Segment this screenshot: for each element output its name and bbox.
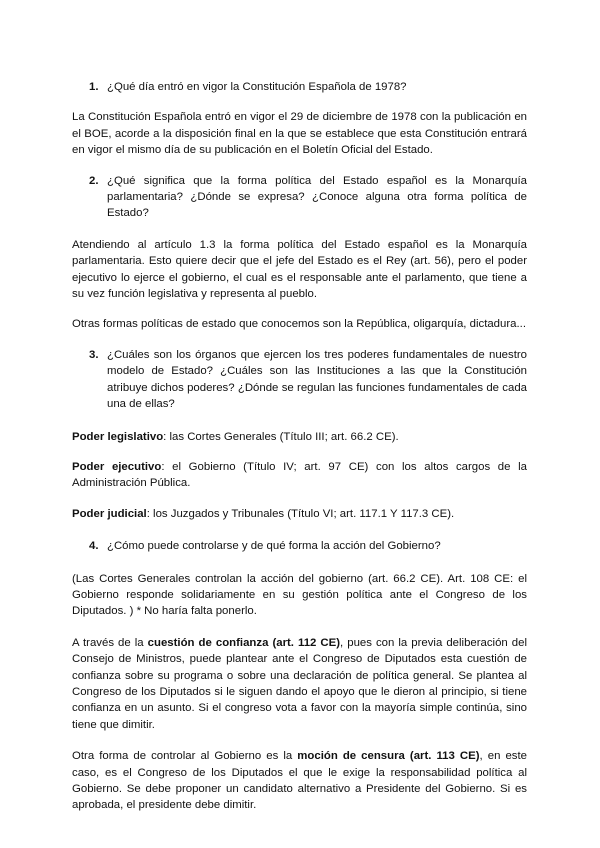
- question-number: 4.: [89, 540, 99, 553]
- question-text: ¿Qué significa que la forma política del Estado español es la Monarquía parlamentaria? ¿Dónde se expresa? ¿Conoce alguna otra forma política de Estado?: [107, 174, 527, 220]
- question-number: 3.: [89, 348, 99, 361]
- answer-4-paragraph-3: [72, 748, 527, 814]
- poder-ejecutivo-label: Poder ejecutivo: [72, 460, 162, 473]
- cuestion-de-confianza: cuestión de confianza (art. 112 CE): [147, 636, 341, 649]
- question-number: 1.: [89, 81, 99, 93]
- answer-4-paragraph-2: [72, 635, 527, 733]
- answer-4-paragraph-1: (Las Cortes Generales controlan la acción del gobierno (art. 66.2 CE). Art. 108 CE: el Gobierno responde solidariamente en su gestión política ante el Congreso de los Diputados. ) * No haría falta ponerlo.: [72, 572, 527, 618]
- poder-legislativo-text: : las Cortes Generales (Título III; art. 66.2 CE).: [163, 430, 399, 443]
- question-text: ¿Qué día entró en vigor la Constitución Española de 1978?: [107, 81, 407, 93]
- poder-legislativo-label: Poder legislativo: [72, 430, 164, 443]
- answer-4-p3-post: , en este caso, es el Congreso de los Diputados el que le exige la responsabilidad política al Gobierno. Se debe proponer un candidato alternativo a Presidente del Gobierno. Si es aprobada, el presidente debe dimitir.: [72, 750, 527, 812]
- answer-4-p2-pre: A través de la: [72, 636, 148, 649]
- question-text: ¿Cómo puede controlarse y de qué forma la acción del Gobierno?: [107, 540, 441, 553]
- poder-ejecutivo: [72, 459, 527, 492]
- question-3: [72, 347, 527, 413]
- poder-judicial-text: : los Juzgados y Tribunales (Título VI; art. 117.1 Y 117.3 CE).: [146, 507, 455, 520]
- mocion-de-censura: moción de censura (art. 113 CE): [297, 750, 480, 763]
- question-1: [72, 79, 527, 95]
- answer-2-paragraph-2: Otras formas políticas de estado que conocemos son la República, oligarquía, dictadura...: [72, 318, 526, 331]
- question-text: ¿Cuáles son los órganos que ejercen los tres poderes fundamentales de nuestro modelo de Estado? ¿Cuáles son las Instituciones a las que la Constitución atribuye dichos poderes? ¿Dónde se regulan las funciones fundamentales de cada una de ellas?: [107, 348, 527, 411]
- poder-judicial-label: Poder judicial: [72, 507, 147, 520]
- poder-legislativo: [72, 429, 527, 445]
- question-number: 2.: [89, 174, 99, 187]
- answer-4-p3-pre: Otra forma de controlar al Gobierno es la: [72, 750, 298, 763]
- poder-ejecutivo-text: : el Gobierno (Título IV; art. 97 CE) con los altos cargos de la Administración Pública.: [72, 460, 527, 490]
- answer-2-paragraph-1: Atendiendo al artículo 1.3 la forma política del Estado español es la Monarquía parlamentaria. Esto quiere decir que el jefe del Estado es el Rey (art. 56), pero el poder ejecutivo lo ejerce el gobierno, el cual es el responsable ante el parlamento, que tiene a su vez función legislativa y representa al pueblo.: [72, 238, 527, 301]
- poder-judicial: [72, 506, 527, 522]
- answer-4-p2-post: , pues con la previa deliberación del Consejo de Ministros, puede plantear ante el Congreso de Diputados esta cuestión de confianza sobre su programa o sobre una declaración de política general. Se plantea al Congreso de los Diputados si le siguen dando el apoyo que le dieron al principio, si tiene confianza en un asunto. Si el congreso vota a favor con la mayoría simple continúa, sino tiene que dimitir.: [72, 636, 527, 731]
- answer-1: La Constitución Española entró en vigor el 29 de diciembre de 1978 con la publicación en el BOE, acorde a la disposición final en la que se establece que esta Constitución entrará en vigor el mismo día de su publicación en el Boletín Oficial del Estado.: [72, 111, 527, 157]
- document-page: [72, 79, 527, 814]
- question-4: [72, 538, 527, 554]
- question-2: [72, 173, 527, 222]
